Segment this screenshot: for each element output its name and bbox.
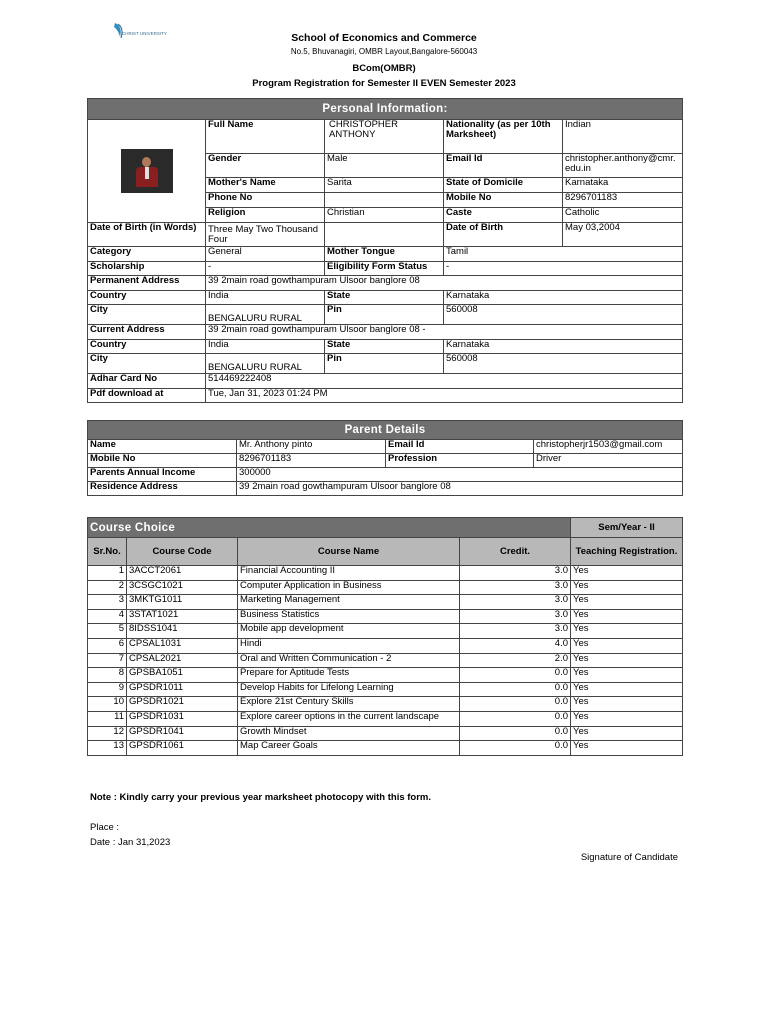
- gender-value: Male: [325, 154, 444, 178]
- course-name: Map Career Goals: [238, 741, 460, 756]
- current-address-value: 39 2main road gowthampuram Ulsoor banglore 08 -: [206, 325, 683, 340]
- category-label: Category: [88, 247, 206, 262]
- city-label: City: [88, 305, 206, 325]
- dob-words-value: Three May Two Thousand Four: [206, 223, 325, 247]
- place-label: Place :: [90, 822, 120, 833]
- course-name: Business Statistics: [238, 609, 460, 624]
- parent-name-label: Name: [88, 440, 237, 454]
- course-registration: Yes: [571, 741, 683, 756]
- col-header-srno: Sr.No.: [88, 538, 127, 566]
- current-address-label: Current Address: [88, 325, 206, 340]
- note-text: Note : Kindly carry your previous year marksheet photocopy with this form.: [90, 792, 432, 803]
- col-header-name: Course Name: [238, 538, 460, 566]
- full-name-label: Full Name: [206, 120, 325, 154]
- col-header-registration: Teaching Registration.: [571, 538, 683, 566]
- course-code: GPSDR1041: [127, 726, 238, 741]
- course-srno: 13: [88, 741, 127, 756]
- dob-label: Date of Birth: [444, 223, 563, 247]
- course-credit: 0.0: [460, 726, 571, 741]
- state-value: Karnataka: [444, 291, 683, 305]
- religion-label: Religion: [206, 208, 325, 223]
- course-name: Prepare for Aptitude Tests: [238, 668, 460, 683]
- table-row: [88, 726, 683, 741]
- course-code: CPSAL1031: [127, 638, 238, 653]
- course-credit: 0.0: [460, 668, 571, 683]
- table-row: [88, 580, 683, 595]
- table-row: [88, 653, 683, 668]
- course-code: CPSAL2021: [127, 653, 238, 668]
- course-code: 3STAT1021: [127, 609, 238, 624]
- course-credit: 3.0: [460, 566, 571, 581]
- course-srno: 7: [88, 653, 127, 668]
- course-srno: 11: [88, 711, 127, 726]
- table-row: [88, 711, 683, 726]
- income-value: 300000: [237, 468, 683, 482]
- pin-value: 560008: [444, 305, 683, 325]
- mobile-label: Mobile No: [444, 193, 563, 208]
- mother-tongue-value: Tamil: [444, 247, 683, 262]
- course-registration: Yes: [571, 668, 683, 683]
- course-name: Mobile app development: [238, 624, 460, 639]
- country-label: Country: [88, 291, 206, 305]
- domicile-value: Karnataka: [563, 178, 683, 193]
- logo-text: CHRIST UNIVERSITY: [122, 31, 167, 36]
- course-registration: Yes: [571, 580, 683, 595]
- course-registration: Yes: [571, 682, 683, 697]
- caste-value: Catholic: [563, 208, 683, 223]
- state-value-2: Karnataka: [444, 340, 683, 354]
- student-photo: [121, 149, 173, 193]
- country-label-2: Country: [88, 340, 206, 354]
- course-name: Growth Mindset: [238, 726, 460, 741]
- course-code: 3CSGC1021: [127, 580, 238, 595]
- dob-words-label: Date of Birth (in Words): [88, 223, 206, 247]
- course-credit: 0.0: [460, 697, 571, 712]
- gender-label: Gender: [206, 154, 325, 178]
- course-credit: 0.0: [460, 711, 571, 726]
- signature-label: Signature of Candidate: [580, 852, 678, 863]
- table-row: [88, 566, 683, 581]
- pin-label-2: Pin: [325, 354, 444, 374]
- course-code: GPSBA1051: [127, 668, 238, 683]
- table-row: [88, 595, 683, 610]
- course-name: Develop Habits for Lifelong Learning: [238, 682, 460, 697]
- section-title-parent: Parent Details: [88, 421, 683, 440]
- email-label: Email Id: [444, 154, 563, 178]
- pin-value-2: 560008: [444, 354, 683, 374]
- domicile-label: State of Domicile: [444, 178, 563, 193]
- table-row: [88, 638, 683, 653]
- parent-name-value: Mr. Anthony pinto: [237, 440, 386, 454]
- course-srno: 4: [88, 609, 127, 624]
- table-row: [88, 697, 683, 712]
- course-name: Marketing Management: [238, 595, 460, 610]
- country-value-2: India: [206, 340, 325, 354]
- photo-cell: [88, 120, 206, 223]
- scholarship-label: Scholarship: [88, 262, 206, 276]
- mother-tongue-label: Mother Tongue: [325, 247, 444, 262]
- email-value: christopher.anthony@cmr.edu.in: [563, 154, 683, 178]
- course-registration: Yes: [571, 566, 683, 581]
- full-name-value: CHRISTOPHER ANTHONY: [325, 120, 444, 154]
- table-row: [88, 668, 683, 683]
- date-label: Date : Jan 31,2023: [90, 837, 171, 848]
- aadhar-value: 514469222408: [206, 374, 683, 389]
- course-credit: 0.0: [460, 682, 571, 697]
- city-label-2: City: [88, 354, 206, 374]
- country-value: India: [206, 291, 325, 305]
- course-srno: 2: [88, 580, 127, 595]
- program-name: BCom(OMBR): [352, 63, 416, 74]
- course-srno: 8: [88, 668, 127, 683]
- state-label-2: State: [325, 340, 444, 354]
- course-code: 3ACCT2061: [127, 566, 238, 581]
- course-code: GPSDR1021: [127, 697, 238, 712]
- course-srno: 9: [88, 682, 127, 697]
- course-name: Computer Application in Business: [238, 580, 460, 595]
- category-value: General: [206, 247, 325, 262]
- table-row: [88, 624, 683, 639]
- course-credit: 0.0: [460, 741, 571, 756]
- table-row: [88, 682, 683, 697]
- residence-label: Residence Address: [88, 482, 237, 496]
- course-registration: Yes: [571, 711, 683, 726]
- eligibility-value: -: [444, 262, 683, 276]
- course-code: GPSDR1061: [127, 741, 238, 756]
- caste-label: Caste: [444, 208, 563, 223]
- course-code: GPSDR1031: [127, 711, 238, 726]
- course-code: GPSDR1011: [127, 682, 238, 697]
- personal-info-table: [87, 98, 683, 403]
- course-rows: [88, 566, 683, 756]
- course-registration: Yes: [571, 726, 683, 741]
- religion-value: Christian: [325, 208, 444, 223]
- parent-email-label: Email Id: [386, 440, 534, 454]
- mobile-value: 8296701183: [563, 193, 683, 208]
- phone-value: [325, 193, 444, 208]
- scholarship-value: -: [206, 262, 325, 276]
- course-name: Financial Accounting II: [238, 566, 460, 581]
- page-title: Program Registration for Semester II EVEN Semester 2023: [252, 78, 516, 89]
- course-registration: Yes: [571, 595, 683, 610]
- parent-mobile-value: 8296701183: [237, 454, 386, 468]
- section-title-course: Course Choice: [88, 518, 571, 538]
- course-srno: 1: [88, 566, 127, 581]
- mother-name-value: Sarita: [325, 178, 444, 193]
- parent-mobile-label: Mobile No: [88, 454, 237, 468]
- course-srno: 6: [88, 638, 127, 653]
- col-header-credit: Credit.: [460, 538, 571, 566]
- school-name: School of Economics and Commerce: [291, 32, 477, 44]
- course-credit: 3.0: [460, 609, 571, 624]
- course-credit: 3.0: [460, 580, 571, 595]
- city-value-2: BENGALURU RURAL: [206, 354, 325, 374]
- course-credit: 4.0: [460, 638, 571, 653]
- course-credit: 3.0: [460, 624, 571, 639]
- mother-name-label: Mother's Name: [206, 178, 325, 193]
- permanent-address-label: Permanent Address: [88, 276, 206, 291]
- course-registration: Yes: [571, 653, 683, 668]
- table-row: [88, 609, 683, 624]
- course-code: 8IDSS1041: [127, 624, 238, 639]
- parent-email-value: christopherjr1503@gmail.com: [534, 440, 683, 454]
- course-srno: 10: [88, 697, 127, 712]
- pin-label: Pin: [325, 305, 444, 325]
- course-registration: Yes: [571, 624, 683, 639]
- profession-label: Profession: [386, 454, 534, 468]
- parent-details-table: [87, 420, 683, 496]
- dob-value: May 03,2004: [563, 223, 683, 247]
- city-value: BENGALURU RURAL: [206, 305, 325, 325]
- course-srno: 5: [88, 624, 127, 639]
- residence-value: 39 2main road gowthampuram Ulsoor banglore 08: [237, 482, 683, 496]
- course-credit: 2.0: [460, 653, 571, 668]
- course-srno: 3: [88, 595, 127, 610]
- dob-words-spacer: [325, 223, 444, 247]
- income-label: Parents Annual Income: [88, 468, 237, 482]
- nationality-label: Nationality (as per 10th Marksheet): [444, 120, 563, 154]
- aadhar-label: Adhar Card No: [88, 374, 206, 389]
- course-registration: Yes: [571, 697, 683, 712]
- pdf-download-label: Pdf download at: [88, 389, 206, 403]
- course-srno: 12: [88, 726, 127, 741]
- col-header-code: Course Code: [127, 538, 238, 566]
- section-title-personal: Personal Information:: [88, 99, 683, 120]
- eligibility-label: Eligibility Form Status: [325, 262, 444, 276]
- state-label: State: [325, 291, 444, 305]
- permanent-address-value: 39 2main road gowthampuram Ulsoor banglore 08: [206, 276, 683, 291]
- course-registration: Yes: [571, 638, 683, 653]
- pdf-download-value: Tue, Jan 31, 2023 01:24 PM: [206, 389, 683, 403]
- course-name: Oral and Written Communication - 2: [238, 653, 460, 668]
- course-name: Hindi: [238, 638, 460, 653]
- sem-year-label: Sem/Year - II: [571, 518, 683, 538]
- table-row: [88, 741, 683, 756]
- course-name: Explore 21st Century Skills: [238, 697, 460, 712]
- phone-label: Phone No: [206, 193, 325, 208]
- course-choice-table: [87, 517, 683, 756]
- course-name: Explore career options in the current landscape: [238, 711, 460, 726]
- nationality-value: Indian: [563, 120, 683, 154]
- course-code: 3MKTG1011: [127, 595, 238, 610]
- profession-value: Driver: [534, 454, 683, 468]
- school-address: No.5, Bhuvanagiri, OMBR Layout,Bangalore-560043: [290, 47, 478, 56]
- course-credit: 3.0: [460, 595, 571, 610]
- course-registration: Yes: [571, 609, 683, 624]
